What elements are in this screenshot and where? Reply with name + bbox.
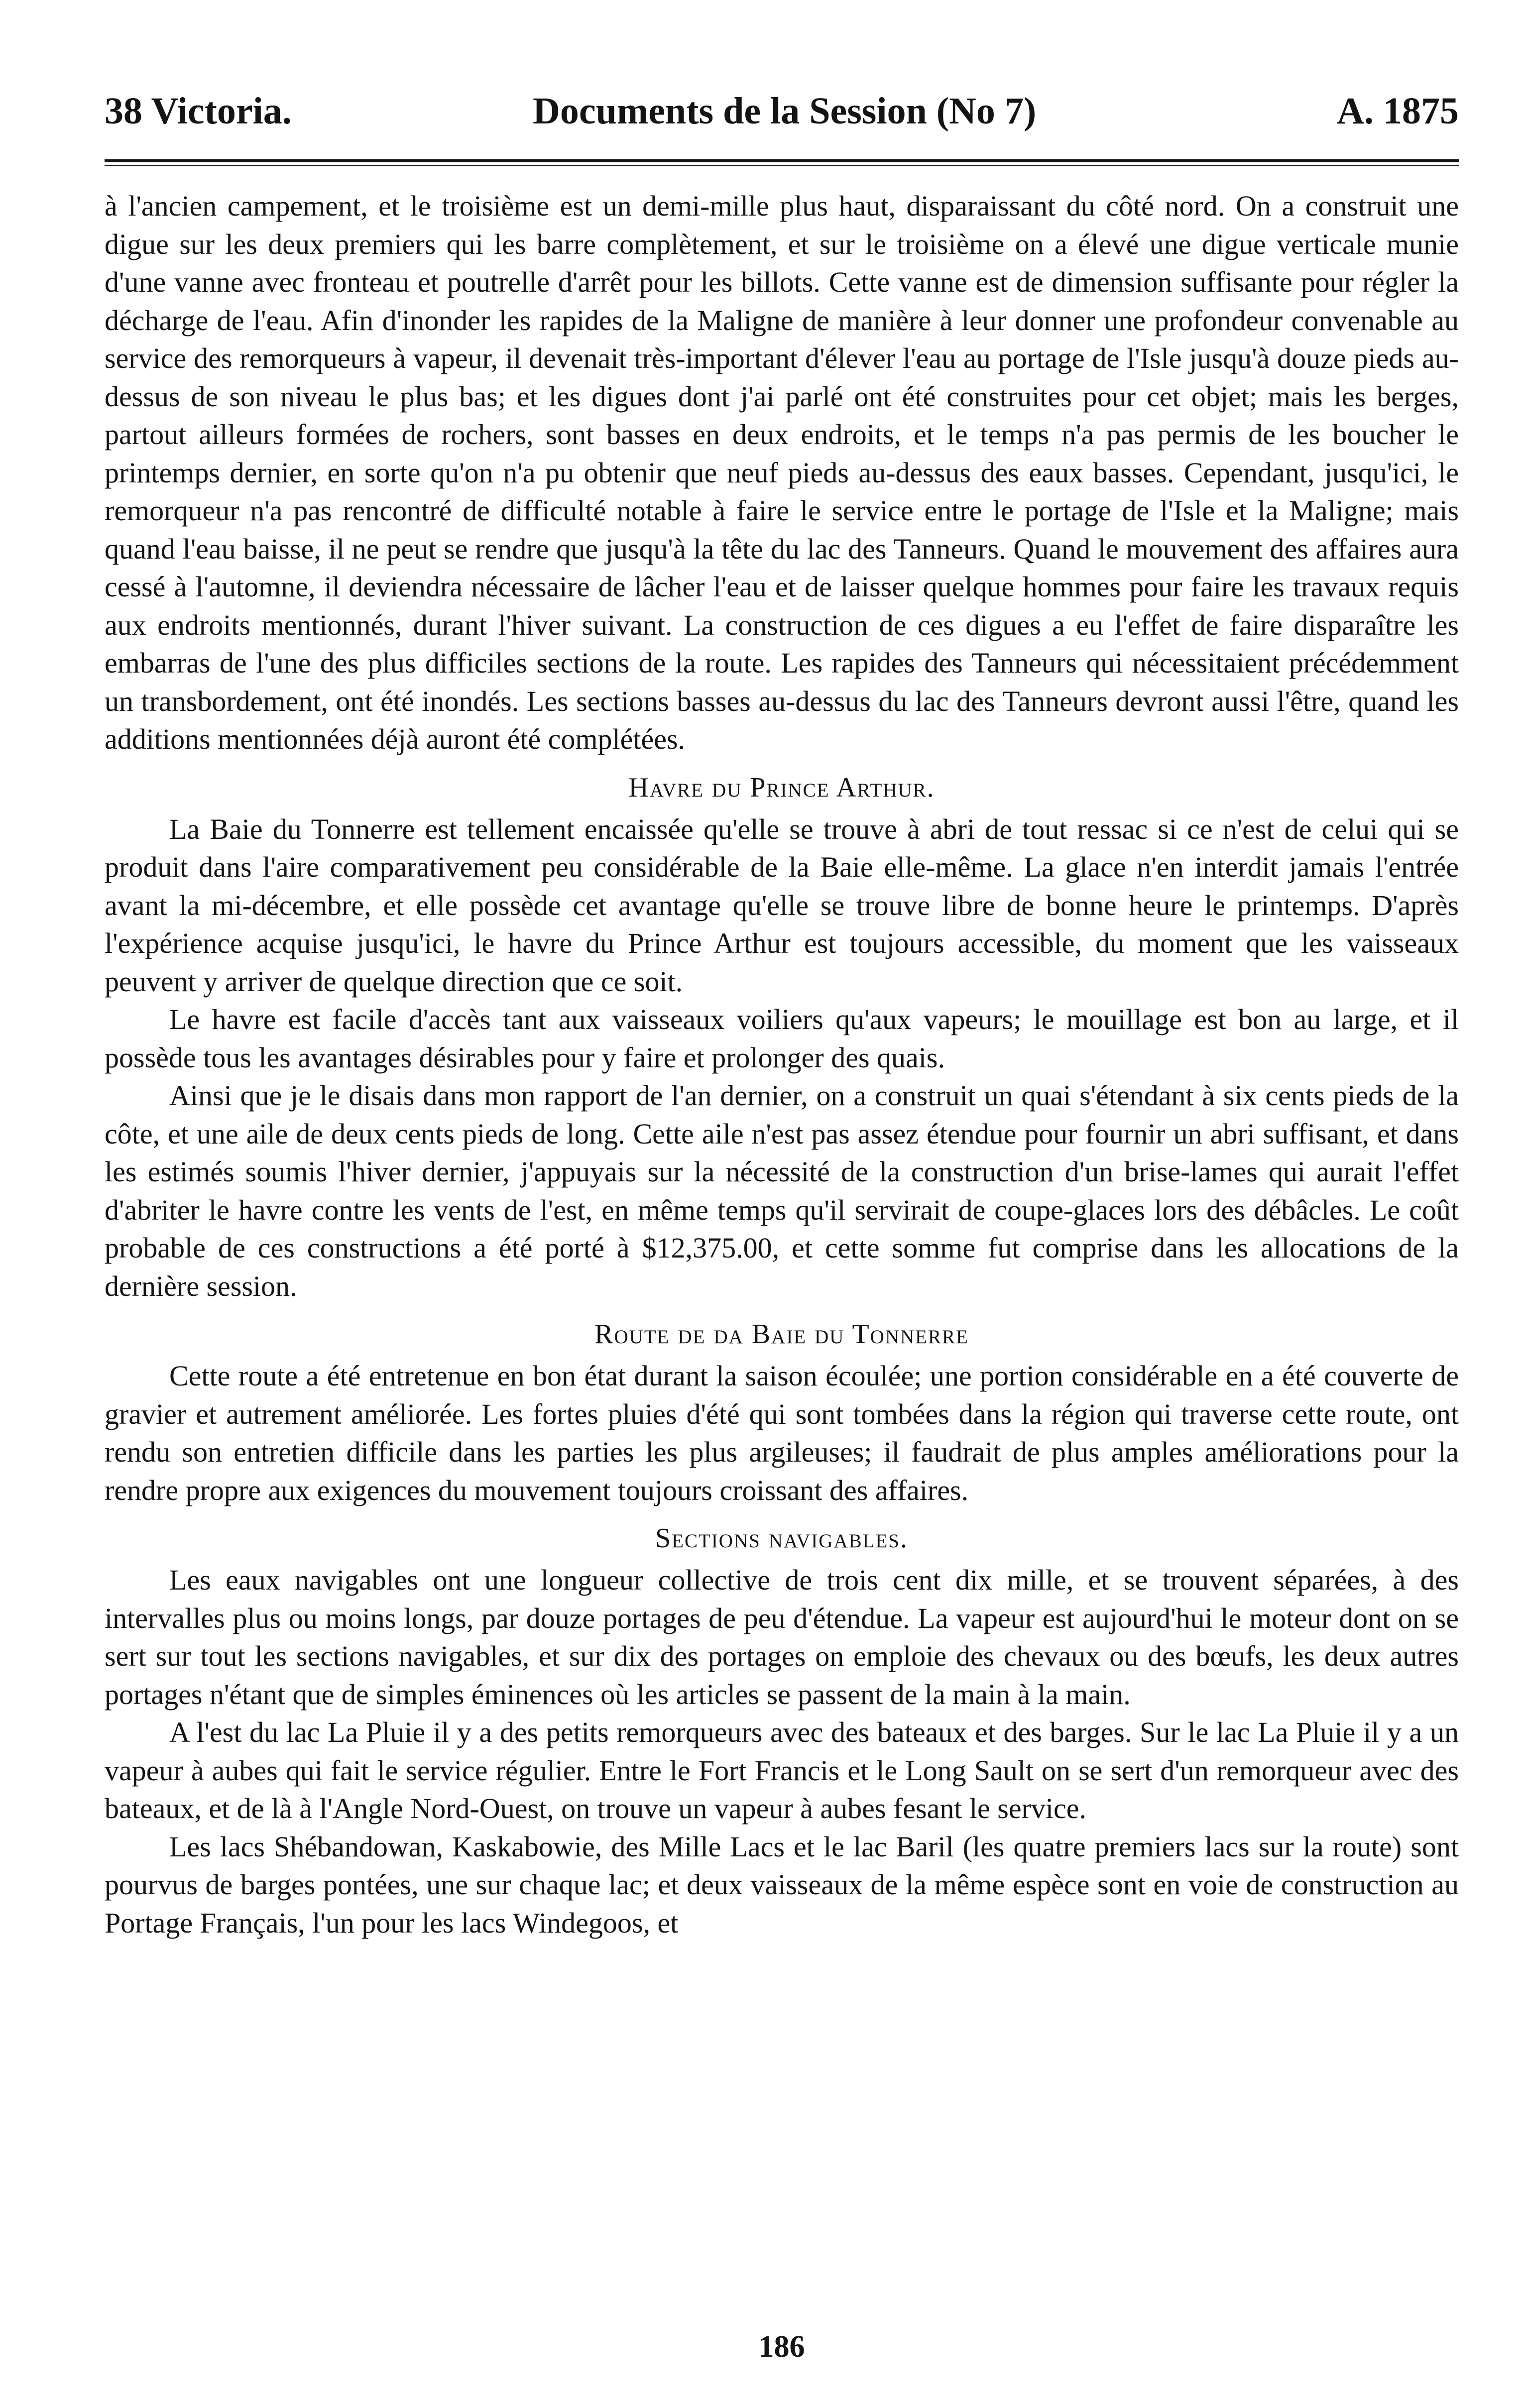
header-title: Documents de la Session (No 7) xyxy=(533,90,1037,132)
paragraph: La Baie du Tonnerre est tellement encaissée qu'elle se trouve à abri de tout ressac si ce n'est de celui qui se produit dans l'aire comparativement peu considérable de la Baie elle-même. La glace n'en interdit jamais l'entrée avant la mi-décembre, et elle possède cet avantage qu'elle se trouve libre de bonne heure le printemps. D'après l'expérience acquise jusqu'ici, le havre du Prince Arthur est toujours accessible, du moment que les vaisseaux peuvent y arriver de quelque direction que ce soit. xyxy=(105,812,1459,998)
header-rule xyxy=(105,159,1459,166)
document-page xyxy=(105,75,1459,2365)
section-heading-navigables: Sections navigables. xyxy=(655,1523,908,1554)
paragraph: Les lacs Shébandowan, Kaskabowie, des Mille Lacs et le lac Baril (les quatre premiers lacs sur la route) sont pourvus de barges pontées, une sur chaque lac; et deux vaisseaux de la même espèce sont en voie de construction au Portage Français, l'un pour les lacs Windegoos, et xyxy=(105,1830,1459,1939)
page-number: 186 xyxy=(758,2330,805,2364)
section-heading-havre: Havre du Prince Arthur. xyxy=(628,772,935,803)
paragraph: Les eaux navigables ont une longueur collective de trois cent dix mille, et se trouvent séparées, à des intervalles plus ou moins longs, par douze portages de peu d'étendue. La vapeur est aujourd'hui le moteur dont on se sert sur tout les sections navigables, et sur dix des portages on emploie des chevaux ou des bœufs, les deux autres portages n'étant que de simples éminences où les articles se passent de la main à la main. xyxy=(105,1564,1459,1711)
header-year: A. 1875 xyxy=(1337,90,1459,132)
running-header xyxy=(105,75,1459,149)
paragraph-continuation: à l'ancien campement, et le troisième est un demi-mille plus haut, disparaissant du côté nord. On a construit une digue sur les deux premiers qui les barre complètement, et sur le troisième on a élevé une digue verticale munie d'une vanne avec fronteau et poutrelle d'arrêt pour les billots. Cette vanne est de dimension suffisante pour régler la décharge de l'eau. Afin d'inonder les rapides de la Maligne de manière à leur donner une profondeur convenable au service des remorqueurs à vapeur, il devenait très-important d'élever l'eau au portage de l'Isle jusqu'à douze pieds au-dessus de son niveau le plus bas; et les digues dont j'ai parlé ont été construites pour cet objet; mais les berges, partout ailleurs formées de rochers, sont basses en deux endroits, et le temps n'a pas permis de les boucher le printemps dernier, en sorte qu'on n'a pu obtenir que neuf pieds au-dessus des eaux basses. Cependant, jusqu'ici, le remorqueur n'a pas rencontré de difficulté notable à faire le service entre le portage de l'Isle et la Maligne; mais quand l'eau baisse, il ne peut se rendre que jusqu'à la tête du lac des Tanneurs. Quand le mouvement des affaires aura cessé à l'automne, il deviendra nécessaire de lâcher l'eau et de laisser quelque hommes pour faire les travaux requis aux endroits mentionnés, durant l'hiver suivant. La construction de ces digues a eu l'effet de faire disparaître les embarras de l'une des plus difficiles sections de la route. Les rapides des Tanneurs qui nécessitaient précédemment un transbordement, ont été inondés. Les sections basses au-dessus du lac des Tanneurs devront aussi l'être, quand les additions mentionnées déjà auront été complétées. xyxy=(105,190,1459,755)
paragraph: Cette route a été entretenue en bon état durant la saison écoulée; une portion considérable en a été couverte de gravier et autrement améliorée. Les fortes pluies d'été qui sont tombées dans la région qui traverse cette route, ont rendu son entretien difficile dans les parties les plus argileuses; il faudrait de plus amples améliorations pour la rendre propre aux exigences du mouvement toujours croissant des affaires. xyxy=(105,1360,1459,1506)
document-body xyxy=(105,187,1459,1942)
header-volume: 38 Victoria. xyxy=(105,90,292,132)
paragraph: Le havre est facile d'accès tant aux vaisseaux voiliers qu'aux vapeurs; le mouillage est bon au large, et il possède tous les avantages désirables pour y faire et prolonger des quais. xyxy=(105,1003,1459,1074)
paragraph: A l'est du lac La Pluie il y a des petits remorqueurs avec des bateaux et des barges. Sur le lac La Pluie il y a un vapeur à aubes qui fait le service régulier. Entre le Fort Francis et le Long Sault on se sert d'un remorqueur avec des bateaux, et de là à l'Angle Nord-Ouest, on trouve un vapeur à aubes fesant le service. xyxy=(105,1716,1459,1825)
section-heading-route: Route de da Baie du Tonnerre xyxy=(594,1319,969,1350)
paragraph: Ainsi que je le disais dans mon rapport de l'an dernier, on a construit un quai s'étendant à six cents pieds de la côte, et une aile de deux cents pieds de long. Cette aile n'est pas assez étendue pour fournir un abri suffisant, et dans les estimés soumis l'hiver dernier, j'appuyais sur la nécessité de la construction d'un brise-lames qui aurait l'effet d'abriter le havre contre les vents de l'est, en même temps qu'il servirait de coupe-glaces lors des débâcles. Le coût probable de ces constructions a été porté à $12,375.00, et cette somme fut comprise dans les allocations de la dernière session. xyxy=(105,1079,1459,1302)
